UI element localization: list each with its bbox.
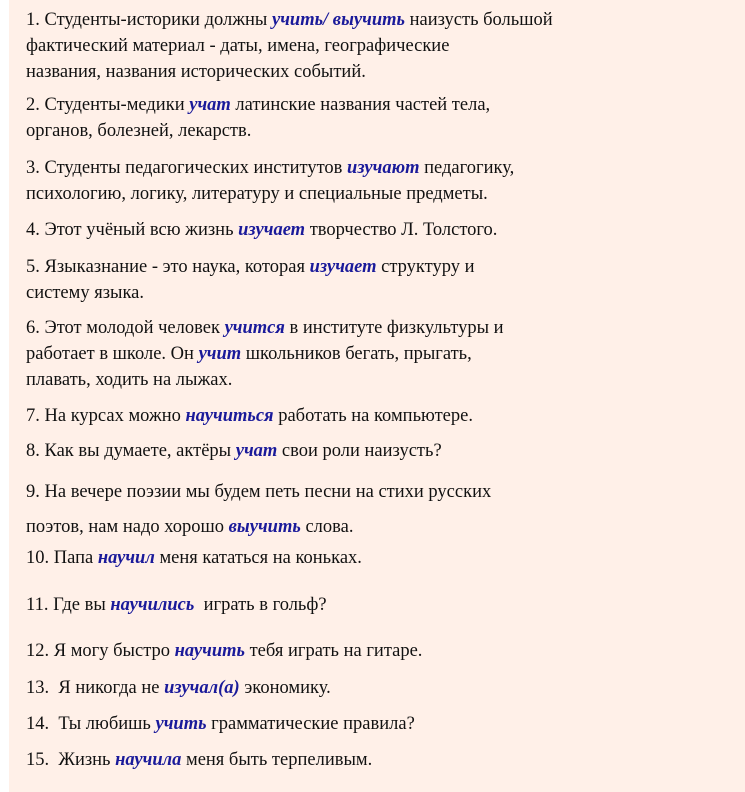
sentence-text: названия, названия исторических событий.: [26, 62, 366, 82]
exercise-item: [26, 438, 442, 464]
sentence-text: слова.: [300, 517, 354, 537]
exercise-item: [26, 7, 553, 85]
sentence-text: систему языка.: [26, 283, 144, 303]
item-line: [26, 118, 490, 144]
sentence-text: поэтов, нам надо хорошо: [26, 517, 229, 537]
sentence-text: свои роли наизусть?: [277, 441, 442, 461]
item-line: [26, 675, 331, 701]
sentence-text: психологию, логику, литературу и специальные предметы.: [26, 184, 488, 204]
item-line: [26, 280, 475, 306]
exercise-page: [9, 0, 745, 792]
sentence-text: наизусть большой: [404, 10, 553, 30]
sentence-text: 6. Этот молодой человек: [26, 318, 225, 338]
item-line: [26, 711, 415, 737]
sentence-text: 5. Языкaзнание - это наука, которая: [26, 257, 310, 277]
verb-highlight: учат: [189, 95, 231, 115]
item-line: [26, 341, 504, 367]
item-line: [26, 92, 490, 118]
sentence-text: 15. Жизнь: [26, 750, 116, 770]
item-line: [26, 155, 514, 181]
item-line: [26, 7, 553, 33]
exercise-item: [26, 403, 473, 429]
verb-highlight: научить: [174, 641, 245, 661]
sentence-text: 10. Папа: [26, 548, 98, 568]
sentence-text: педагогику,: [419, 158, 515, 178]
sentence-text: меня кататься на коньках.: [154, 548, 362, 568]
verb-highlight: изучает: [309, 257, 377, 277]
sentence-text: 9. На вечере поэзии мы будем петь песни на стихи русских: [26, 482, 492, 502]
sentence-text: работать на компьютере.: [273, 406, 473, 426]
exercise-item: [26, 638, 422, 664]
sentence-text: работает в школе. Он: [26, 344, 199, 364]
verb-highlight: научиться: [185, 406, 274, 426]
verb-highlight: учить: [155, 714, 207, 734]
sentence-text: творчество Л. Толстого.: [305, 220, 498, 240]
sentence-text: 12. Я могу быстро: [26, 641, 175, 661]
exercise-item: [26, 92, 490, 144]
exercise-item: [26, 475, 491, 545]
exercise-item: [26, 315, 504, 393]
item-line: [26, 747, 372, 773]
verb-highlight: научил: [97, 548, 155, 568]
exercise-item: [26, 592, 327, 618]
sentence-text: 13. Я никогда не: [26, 678, 165, 698]
sentence-text: грамматические правила?: [206, 714, 415, 734]
verb-highlight: изучает: [238, 220, 306, 240]
sentence-text: фактический материал - даты, имена, географические: [26, 36, 450, 56]
verb-highlight: учит: [198, 344, 242, 364]
item-line: [26, 254, 475, 280]
sentence-text: в институте физкультуры и: [284, 318, 504, 338]
item-line: [26, 59, 553, 85]
exercise-item: [26, 545, 362, 571]
verb-highlight: научились: [110, 595, 195, 615]
item-line: [26, 217, 497, 243]
exercise-item: [26, 747, 372, 773]
sentence-text: 14. Ты любишь: [26, 714, 156, 734]
verb-highlight: учат: [235, 441, 278, 461]
exercise-item: [26, 675, 331, 701]
item-line: [26, 181, 514, 207]
sentence-text: 11. Где вы: [26, 595, 111, 615]
exercise-item: [26, 711, 415, 737]
sentence-text: экономику.: [239, 678, 331, 698]
verb-highlight: выучить: [228, 517, 301, 537]
sentence-text: 8. Как вы думаете, актёры: [26, 441, 236, 461]
sentence-text: меня быть терпеливым.: [181, 750, 373, 770]
exercise-item: [26, 254, 475, 306]
sentence-text: школьников бегать, прыгать,: [241, 344, 472, 364]
item-line: [26, 545, 362, 571]
item-line: [26, 315, 504, 341]
sentence-text: тебя играть на гитаре.: [244, 641, 423, 661]
item-line: [26, 403, 473, 429]
sentence-text: играть в гольф?: [194, 595, 327, 615]
verb-highlight: изучал(а): [164, 678, 240, 698]
exercise-item: [26, 155, 514, 207]
exercise-item: [26, 217, 497, 243]
item-line: [26, 438, 442, 464]
sentence-text: 2. Студенты-медики: [26, 95, 190, 115]
sentence-text: плавать, ходить на лыжах.: [26, 370, 233, 390]
verb-highlight: научила: [115, 750, 182, 770]
item-line: [26, 367, 504, 393]
item-line: [26, 510, 491, 545]
sentence-text: 7. На курсах можно: [26, 406, 186, 426]
sentence-text: органов, болезней, лекарств.: [26, 121, 252, 141]
item-line: [26, 638, 422, 664]
item-line: [26, 592, 327, 618]
sentence-text: латинские названия частей тела,: [230, 95, 491, 115]
item-line: [26, 33, 553, 59]
verb-highlight: учить/ выучить: [271, 10, 405, 30]
sentence-text: 1. Студенты-историки должны: [26, 10, 272, 30]
item-line: [26, 475, 491, 510]
sentence-text: 4. Этот учёный всю жизнь: [26, 220, 239, 240]
verb-highlight: учится: [224, 318, 285, 338]
sentence-text: структуру и: [376, 257, 475, 277]
verb-highlight: изучают: [347, 158, 420, 178]
sentence-text: 3. Студенты педагогических институтов: [26, 158, 348, 178]
